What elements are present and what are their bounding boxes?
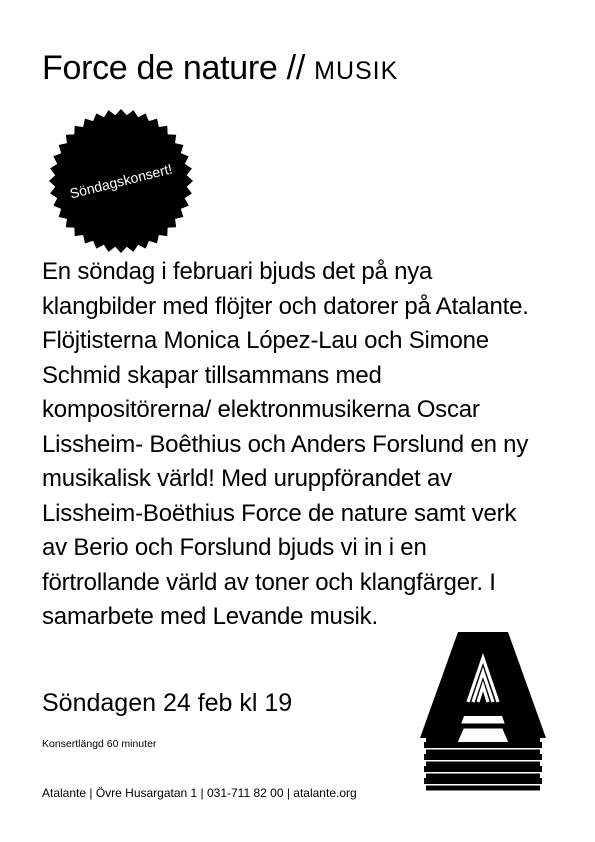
atalante-a-logo-icon	[418, 628, 548, 794]
badge-label: Söndagskonsert!	[68, 160, 174, 202]
venue-contact: Atalante | Övre Husargatan 1 | 031-711 82 00 | atalante.org	[42, 786, 357, 800]
sunday-concert-badge	[48, 108, 194, 254]
event-description: En söndag i februari bjuds det på nya klangbilder med flöjter och datorer på Atalante. Flöjtisterna Monica López-Lau och Simone Schmid skapar tillsammans med kompositörerna/ elektronmusikerna Oscar Lissheim- Boêthius och Anders Forslund en ny musikalisk värld! Med uruppförandet av Lissheim-Boëthius Force de nature samt verk av Berio och Forslund bjuds vi in i en förtrollande värld av toner och klangfärger. I samarbete med Levande musik.	[42, 258, 529, 630]
event-title: Force de nature //	[42, 49, 305, 87]
event-date: Söndagen 24 feb kl 19	[42, 689, 293, 717]
starburst-badge-icon	[48, 108, 194, 254]
category-label: MUSIK	[314, 57, 399, 85]
concert-duration: Konsertlängd 60 minuter	[42, 738, 157, 750]
page-title	[42, 48, 398, 91]
